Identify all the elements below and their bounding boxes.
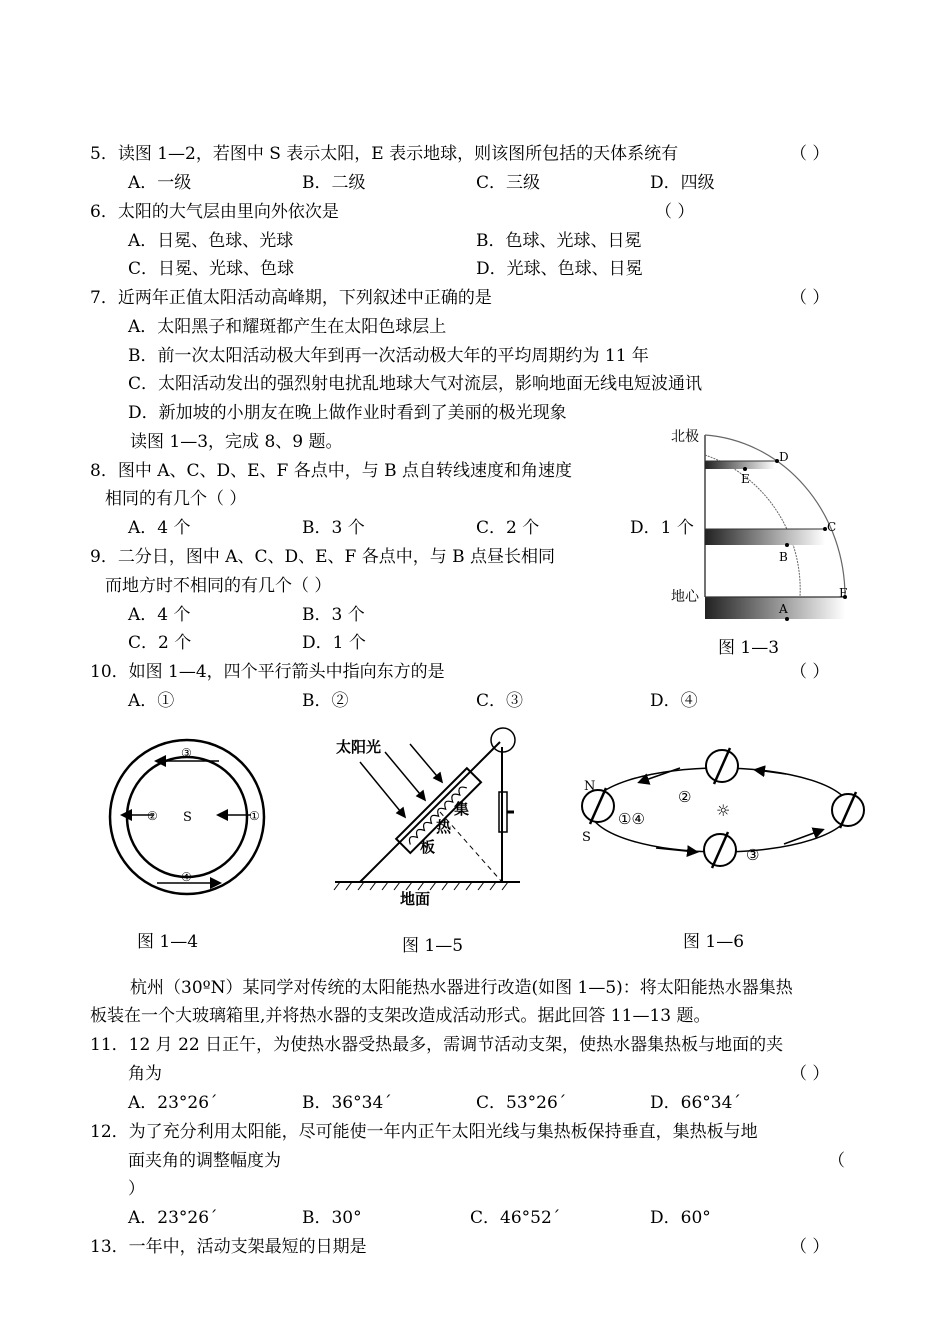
q8-option-b: B．3 个 bbox=[302, 518, 365, 538]
figure-1-3-caption: 图 1—3 bbox=[718, 638, 780, 658]
outer-meridian-arc bbox=[705, 435, 845, 597]
q8-option-c: C．2 个 bbox=[476, 518, 540, 538]
q11-option-a: A．23°26ˊ bbox=[128, 1093, 218, 1113]
label-2: ② bbox=[678, 788, 692, 806]
q8-option-d: D．1 个 bbox=[630, 518, 694, 538]
panel-support-line bbox=[360, 742, 500, 882]
figure-1-3 bbox=[665, 425, 855, 635]
label-sunlight: 太阳光 bbox=[336, 738, 382, 756]
label-point-a: A bbox=[779, 602, 788, 616]
figure-1-4 bbox=[105, 735, 275, 905]
label-s: S bbox=[183, 810, 192, 825]
q5-option-c: C．三级 bbox=[476, 173, 541, 193]
q9-option-a: A．4 个 bbox=[128, 605, 191, 625]
sun-icon: ☼ bbox=[716, 801, 731, 820]
q8-option-a: A．4 个 bbox=[128, 518, 191, 538]
latitude-band-top bbox=[705, 461, 775, 469]
label-point-b: B bbox=[779, 550, 788, 564]
label-panel-3: 板 bbox=[420, 838, 436, 856]
q6-option-d: D．光球、色球、日冕 bbox=[476, 259, 643, 279]
label-point-f: F bbox=[839, 586, 848, 600]
q6-option-c: C．日冕、光球、色球 bbox=[128, 259, 295, 279]
q11-option-d: D．66°34ˊ bbox=[650, 1093, 741, 1113]
figure-1-5-caption: 图 1—5 bbox=[402, 936, 464, 956]
label-panel-1: 集 bbox=[454, 800, 470, 818]
q12-option-c: C．46°52ˊ bbox=[470, 1208, 561, 1228]
label-ground: 地面 bbox=[400, 890, 431, 908]
label-north-pole: 北极 bbox=[671, 429, 699, 445]
point-a-dot bbox=[785, 617, 789, 621]
q9-stem-line1: 9．二分日，图中 A、C、D、E、F 各点中，与 B 点昼长相同 bbox=[90, 547, 556, 567]
label-panel-2: 热 bbox=[436, 818, 452, 836]
label-3: ③ bbox=[746, 846, 760, 864]
q6-stem: 6．太阳的大气层由里向外依次是 bbox=[90, 202, 339, 222]
q7-option-c: C．太阳活动发出的强烈射电扰乱地球大气对流层，影响地面无线电短波通讯 bbox=[128, 374, 703, 394]
q5-option-b: B．二级 bbox=[302, 173, 366, 193]
q13-answer-paren: （ ） bbox=[790, 1237, 830, 1257]
label-earth-center: 地心 bbox=[671, 589, 699, 605]
figure-1-6 bbox=[570, 740, 870, 880]
q7-option-b: B．前一次太阳活动极大年到再一次活动极大年的平均周期约为 11 年 bbox=[128, 346, 649, 366]
figure-1-4-caption: 图 1—4 bbox=[137, 932, 199, 952]
label-n: N bbox=[584, 779, 596, 794]
q11-stem-line1: 11．12 月 22 日正午，为使热水器受热最多，需调节活动支架，使热水器集热板与地面的夹 bbox=[90, 1035, 784, 1055]
q8-stem-line1: 8．图中 A、C、D、E、F 各点中，与 B 点自转线速度和角速度 bbox=[90, 461, 573, 481]
q5-option-a: A．一级 bbox=[128, 173, 192, 193]
q7-option-a: A．太阳黑子和耀斑都产生在太阳色球层上 bbox=[128, 317, 447, 337]
q9-option-c: C．2 个 bbox=[128, 633, 192, 653]
figure-1-6-caption: 图 1—6 bbox=[683, 932, 745, 952]
q11-option-b: B．36°34ˊ bbox=[302, 1093, 392, 1113]
q7-answer-paren: （ ） bbox=[790, 288, 830, 308]
label-point-d: D bbox=[779, 450, 789, 464]
label-2: ② bbox=[147, 809, 158, 823]
q5-answer-paren: （ ） bbox=[790, 144, 830, 164]
label-3: ③ bbox=[181, 746, 192, 760]
q5-stem: 5．读图 1—2，若图中 S 表示太阳，E 表示地球，则该图所包括的天体系统有 bbox=[90, 144, 679, 164]
label-4: ④ bbox=[181, 870, 192, 884]
label-1-4: ①④ bbox=[618, 810, 645, 828]
q10-stem: 10．如图 1—4，四个平行箭头中指向东方的是 bbox=[90, 662, 445, 682]
q6-option-a: A．日冕、色球、光球 bbox=[128, 231, 294, 251]
q12-option-b: B．30° bbox=[302, 1208, 362, 1228]
q7-stem: 7．近两年正值太阳活动高峰期，下列叙述中正确的是 bbox=[90, 288, 492, 308]
q10-option-b: B．② bbox=[302, 691, 349, 711]
q10-option-c: C．③ bbox=[476, 691, 524, 711]
label-s: S bbox=[582, 830, 591, 845]
q10-option-d: D．④ bbox=[650, 691, 698, 711]
q8-stem-line2: 相同的有几个（ ） bbox=[105, 489, 247, 509]
q10-answer-paren: （ ） bbox=[790, 662, 830, 682]
q9-option-b: B．3 个 bbox=[302, 605, 365, 625]
q12-answer-paren-open: （ bbox=[828, 1151, 845, 1171]
q12-option-d: D．60° bbox=[650, 1208, 711, 1228]
q11-answer-paren: （ ） bbox=[790, 1064, 830, 1084]
point-e-dot bbox=[743, 467, 747, 471]
q11-stem-line2: 角为 bbox=[128, 1064, 162, 1084]
q7-option-d: D．新加坡的小朋友在晚上做作业时看到了美丽的极光现象 bbox=[128, 403, 567, 423]
inner-meridian-arc bbox=[705, 455, 800, 597]
q12-option-a: A．23°26ˊ bbox=[128, 1208, 218, 1228]
label-point-e: E bbox=[741, 472, 750, 486]
q9-stem-line2: 而地方时不相同的有几个（ ） bbox=[105, 576, 332, 596]
point-b-dot bbox=[785, 543, 789, 547]
latitude-band-equator bbox=[705, 597, 845, 619]
q9-option-d: D．1 个 bbox=[302, 633, 366, 653]
intro-11-13-line2: 板装在一个大玻璃箱里,并将热水器的支架改造成活动形式。据此回答 11—13 题。 bbox=[90, 1006, 711, 1026]
q10-option-a: A．① bbox=[128, 691, 175, 711]
q6-option-b: B．色球、光球、日冕 bbox=[476, 231, 642, 251]
q12-stem-line1: 12．为了充分利用太阳能，尽可能使一年内正午太阳光线与集热板保持垂直，集热板与地 bbox=[90, 1122, 758, 1142]
q5-option-d: D．四级 bbox=[650, 173, 715, 193]
q12-answer-paren-close: ） bbox=[128, 1179, 145, 1199]
figure-1-5 bbox=[330, 722, 530, 912]
intro-8-9: 读图 1—3，完成 8、9 题。 bbox=[130, 432, 343, 452]
label-point-c: C bbox=[827, 520, 837, 534]
label-1: ① bbox=[249, 809, 260, 823]
q12-stem-line2: 面夹角的调整幅度为 bbox=[128, 1151, 281, 1171]
q11-option-c: C．53°26ˊ bbox=[476, 1093, 567, 1113]
q6-answer-paren: （ ） bbox=[655, 202, 695, 222]
latitude-band-middle bbox=[705, 529, 825, 545]
q13-stem: 13．一年中，活动支架最短的日期是 bbox=[90, 1237, 367, 1257]
intro-11-13-line1: 杭州（30ºN）某同学对传统的太阳能热水器进行改造(如图 1—5)：将太阳能热水器集热 bbox=[130, 978, 793, 998]
